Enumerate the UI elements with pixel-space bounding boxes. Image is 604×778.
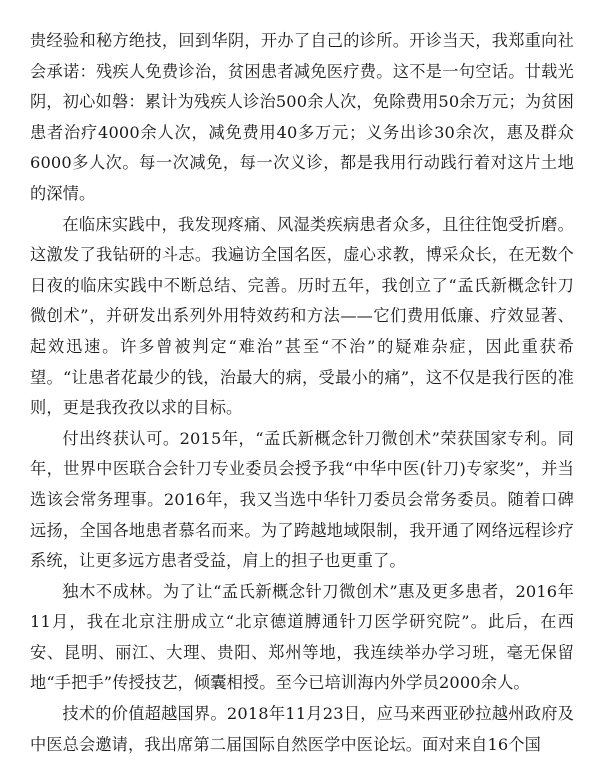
paragraph: 技术的价值超越国界。2018年11月23日，应马来西亚砂拉越州政府及中医总会邀请，我出席第二届国际自然医学中医论坛。面对来自16个国 (30, 704, 574, 754)
paragraph: 独木不成林。为了让“孟氏新概念针刀微创术”惠及更多患者，2016年11月，我在北京注册成立“北京德道膊通针刀医学研究院”。此后，在西安、昆明、丽江、大理、贵阳、郑州等地，我连续举办学习班，毫无保留地“手把手”传授技艺，倾囊相授。至今已培训海内外学员2000余人。 (30, 581, 574, 693)
paragraph: 贵经验和秘方绝技，回到华阴，开办了自己的诊所。开诊当天，我郑重向社会承诺：残疾人免费诊治，贫困患者减免医疗费。这不是一句空话。廿载光阴，初心如磐：累计为残疾人诊治500余人次，免除费用50余万元；为贫困患者治疗4000余人次，减免费用40多万元；义务出诊30余次，惠及群众6000多人次。每一次减免，每一次义诊，都是我用行动践行着对这片土地的深情。 (30, 31, 574, 203)
paragraph: 在临床实践中，我发现疼痛、风湿类疾病患者众多，且往往饱受折磨。这激发了我钻研的斗志。我遍访全国名医，虚心求教，博采众长，在无数个日夜的临床实践中不断总结、完善。历时五年，我创立了“孟氏新概念针刀微创术”，并研发出系列外用特效药和方法——它们费用低廉、疗效显著、起效迅速。许多曾被判定“难治”甚至“不治”的疑难杂症，因此重获希望。“让患者花最少的钱，治最大的病，受最小的痛”，这不仅是我行医的准则，更是我孜孜以求的目标。 (30, 214, 574, 418)
paragraph: 付出终获认可。2015年，“孟氏新概念针刀微创术”荣获国家专利。同年，世界中医联合会针刀专业委员会授予我“中华中医(针刀)专家奖”，并当选该会常务理事。2016年，我又当选中华针刀委员会常务委员。随着口碑远扬，全国各地患者慕名而来。为了跨越地域限制，我开通了网络远程诊疗系统，让更多远方患者受益，肩上的担子也更重了。 (30, 428, 574, 571)
